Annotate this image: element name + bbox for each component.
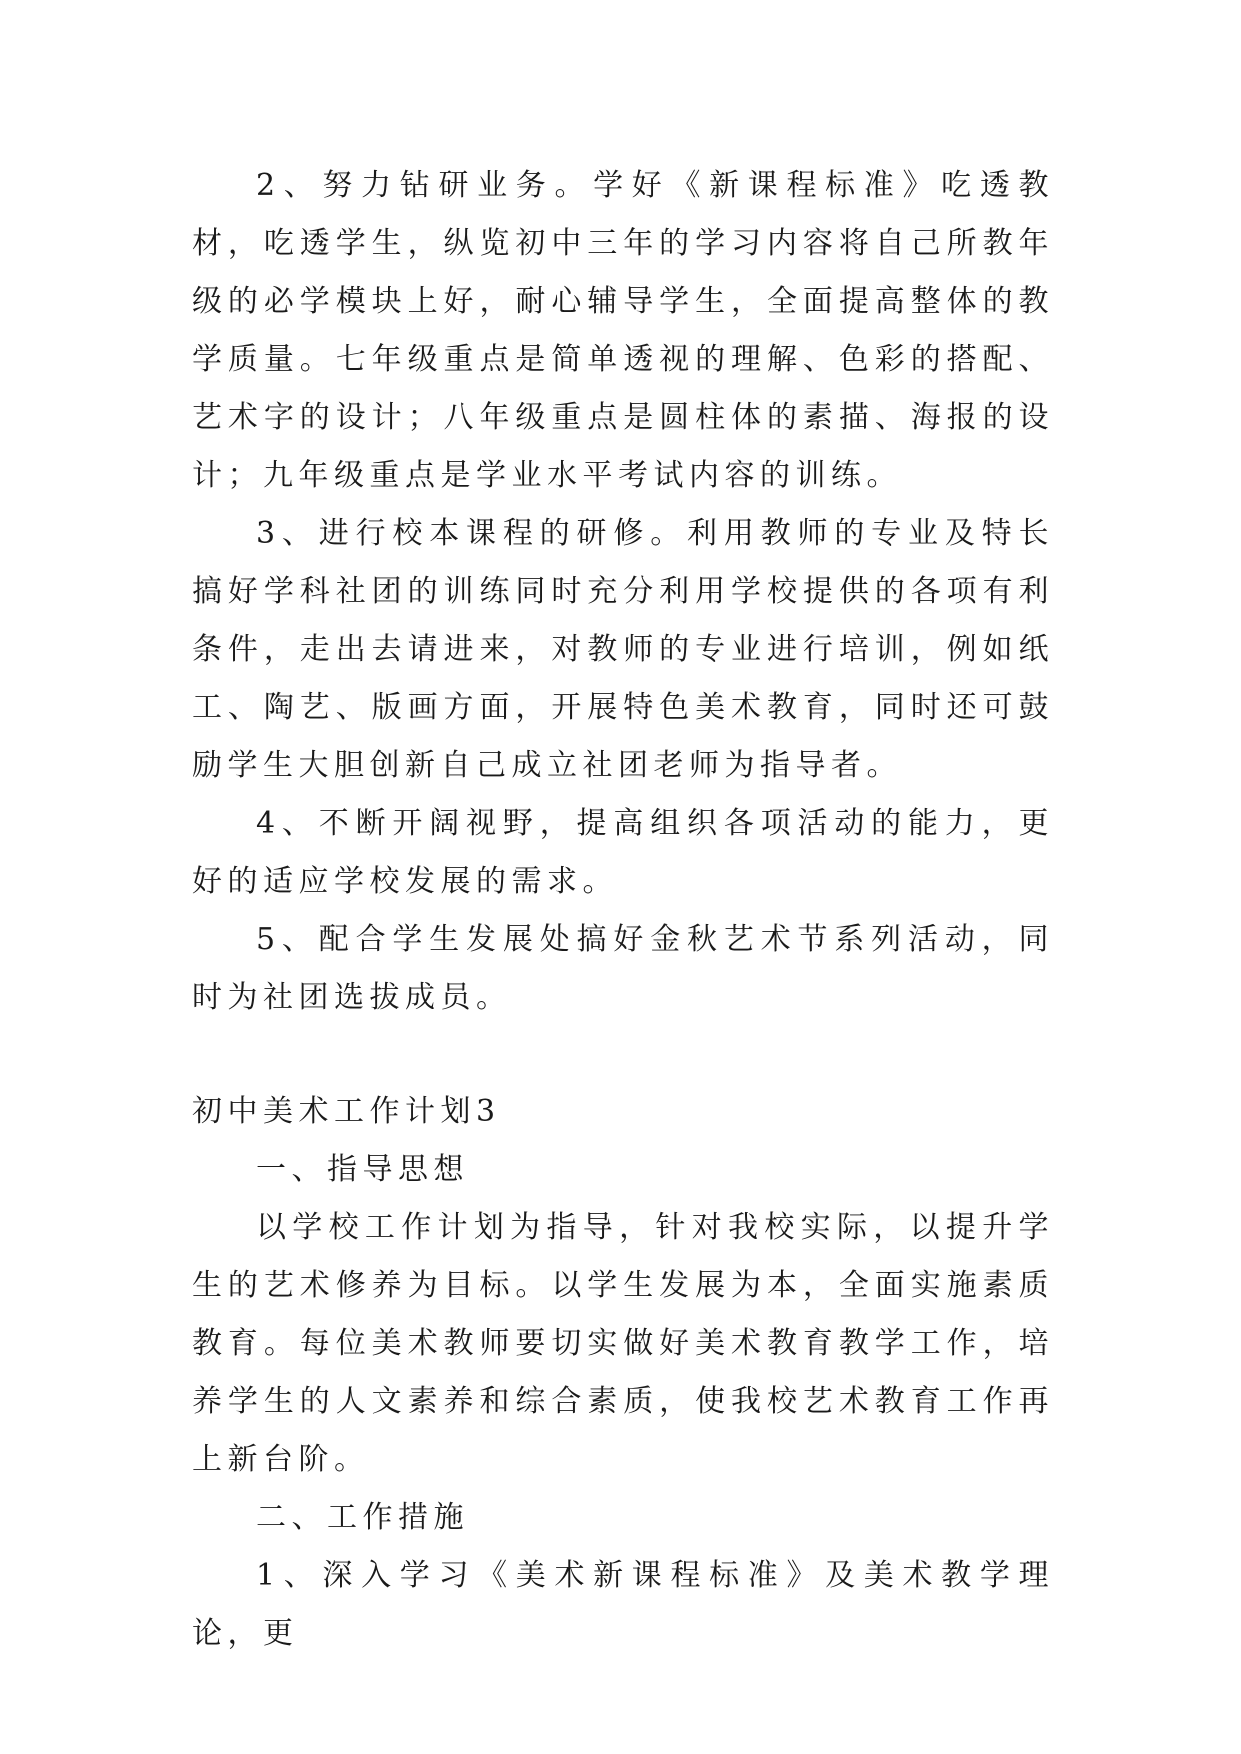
paragraph-item-3: 3、进行校本课程的研修。利用教师的专业及特长搞好学科社团的训练同时充分利用学校提供的各项有利条件，走出去请进来，对教师的专业进行培训，例如纸工、陶艺、版画方面，开展特色美术教育，同时还可鼓励学生大胆创新自己成立社团老师为指导者。 <box>192 516 1054 783</box>
document-body <box>192 157 1054 1663</box>
paragraph-item-4: 4、不断开阔视野，提高组织各项活动的能力，更好的适应学校发展的需求。 <box>192 806 1054 899</box>
paragraph-item-2: 2、努力钻研业务。学好《新课程标准》吃透教材，吃透学生，纵览初中三年的学习内容将自己所教年级的必学模块上好，耐心辅导学生，全面提高整体的教学质量。七年级重点是简单透视的理解、色彩的搭配、艺术字的设计；八年级重点是圆柱体的素描、海报的设计；九年级重点是学业水平考试内容的训练。 <box>192 168 1054 493</box>
paragraph-guiding-thought: 以学校工作计划为指导，针对我校实际，以提升学生的艺术修养为目标。以学生发展为本，全面实施素质教育。每位美术教师要切实做好美术教育教学工作，培养学生的人文素养和综合素质，使我校艺术教育工作再上新台阶。 <box>192 1210 1054 1477</box>
paragraph-item-5: 5、配合学生发展处搞好金秋艺术节系列活动，同时为社团选拔成员。 <box>192 922 1054 1015</box>
section-title: 初中美术工作计划3 <box>192 1094 501 1129</box>
heading-work-measures: 二、工作措施 <box>256 1500 469 1535</box>
section-gap <box>192 1027 1054 1083</box>
paragraph-measure-1: 1、深入学习《美术新课程标准》及美术教学理论，更 <box>192 1558 1054 1651</box>
heading-guiding-thought: 一、指导思想 <box>256 1152 469 1187</box>
